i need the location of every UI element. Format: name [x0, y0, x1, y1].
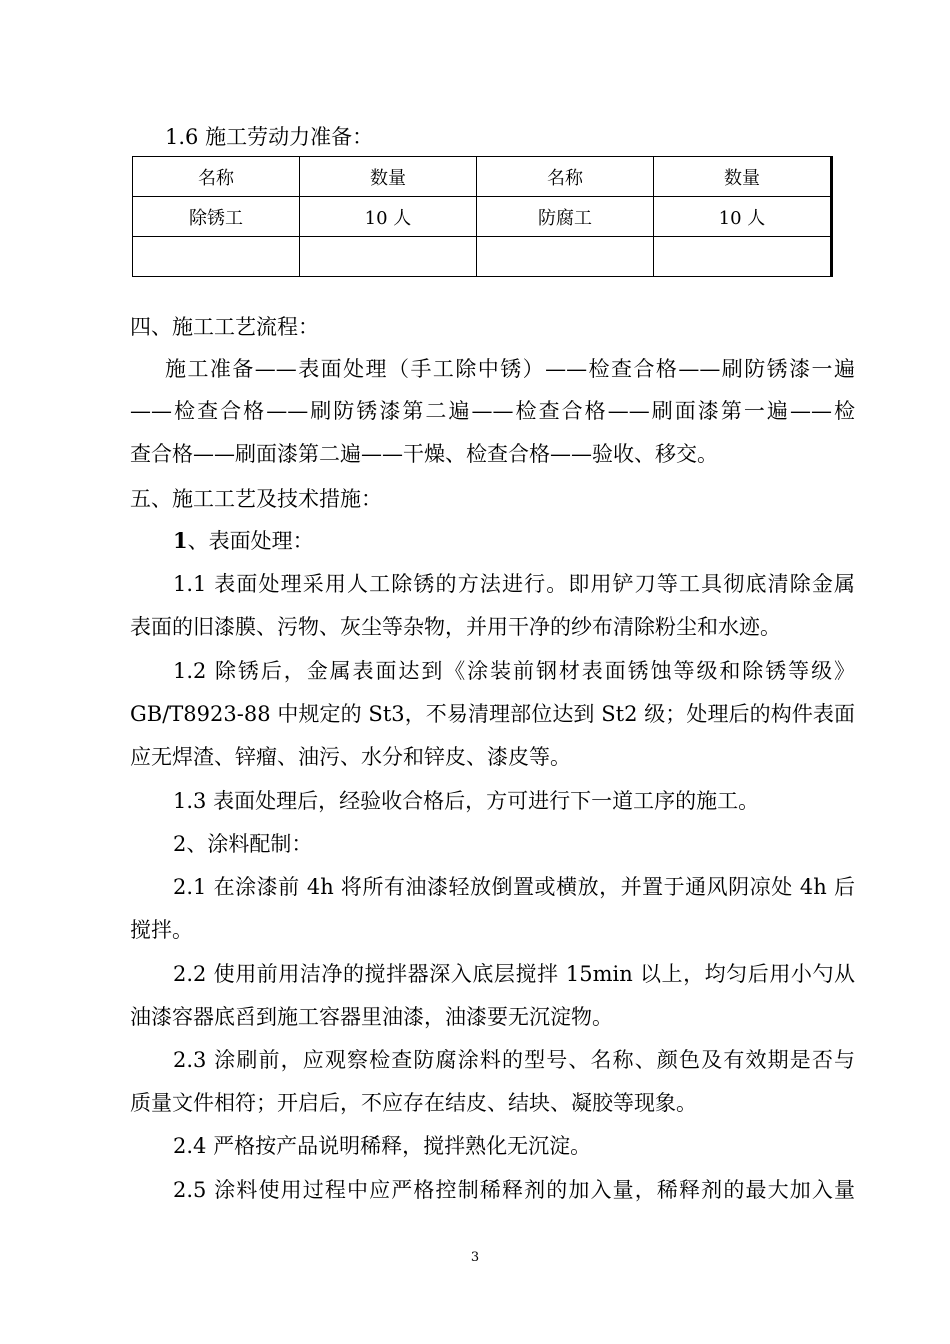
table-header-cell: 数量	[654, 157, 831, 197]
table-cell: 除锈工	[133, 197, 300, 237]
section-labor-heading: 1.6 施工劳动力准备：	[165, 125, 374, 149]
table-cell	[654, 237, 831, 277]
table-header-row	[133, 157, 831, 197]
table-header-cell: 名称	[477, 157, 654, 197]
paragraph-line: GB/T8923-88 中规定的 St3，不易清理部位达到 St2 级；处理后的构件表面	[130, 702, 855, 726]
table-header-cell: 数量	[300, 157, 477, 197]
table-cell: 10 人	[300, 197, 477, 237]
paragraph-line: 应无焊渣、锌瘤、油污、水分和锌皮、漆皮等。	[130, 745, 571, 769]
flow-line: 查合格——刷面漆第二遍——干燥、检查合格——验收、移交。	[130, 442, 718, 466]
flow-line: ——检查合格——刷防锈漆第二遍——检查合格——刷面漆第一遍——检	[130, 399, 855, 423]
table-cell: 防腐工	[477, 197, 654, 237]
paragraph-line: 1.1 表面处理采用人工除锈的方法进行。即用铲刀等工具彻底清除金属	[173, 572, 855, 596]
section4-heading: 四、施工工艺流程：	[130, 315, 319, 339]
paragraph-line: 2.1 在涂漆前 4h 将所有油漆轻放倒置或横放，并置于通风阴凉处 4h 后	[173, 875, 855, 899]
subsection1-number: 1	[173, 528, 188, 553]
paragraph-line: 1.3 表面处理后，经验收合格后，方可进行下一道工序的施工。	[173, 789, 760, 813]
table-cell	[133, 237, 300, 277]
section5-heading: 五、施工工艺及技术措施：	[130, 487, 382, 511]
paragraph-line: 表面的旧漆膜、污物、灰尘等杂物，并用干净的纱布清除粉尘和水迹。	[130, 615, 781, 639]
table-header-cell: 名称	[133, 157, 300, 197]
paragraph-line: 2.2 使用前用洁净的搅拌器深入底层搅拌 15min 以上，均匀后用小勺从	[173, 962, 855, 986]
table-cell	[477, 237, 654, 277]
flow-line: 施工准备——表面处理（手工除中锈）——检查合格——刷防锈漆一遍	[165, 357, 855, 381]
table-cell: 10 人	[654, 197, 831, 237]
paragraph-line: 质量文件相符；开启后，不应存在结皮、结块、凝胶等现象。	[130, 1091, 697, 1115]
paragraph-line: 1.2 除锈后，金属表面达到《涂装前钢材表面锈蚀等级和除锈等级》	[173, 659, 855, 683]
paragraph-line: 2.5 涂料使用过程中应严格控制稀释剂的加入量，稀释剂的最大加入量	[173, 1178, 855, 1202]
table-row	[133, 197, 831, 237]
table-cell	[300, 237, 477, 277]
subsection1-heading	[173, 526, 314, 556]
paragraph-line: 油漆容器底舀到施工容器里油漆，油漆要无沉淀物。	[130, 1005, 613, 1029]
subsection2-heading: 2、涂料配制：	[173, 832, 313, 856]
paragraph-line: 搅拌。	[130, 918, 193, 942]
paragraph-line: 2.3 涂刷前，应观察检查防腐涂料的型号、名称、颜色及有效期是否与	[173, 1048, 855, 1072]
paragraph-line: 2.4 严格按产品说明稀释，搅拌熟化无沉淀。	[173, 1134, 592, 1158]
subsection1-title: 、表面处理：	[187, 529, 314, 553]
labor-table	[132, 156, 831, 277]
page-number: 3	[470, 1250, 480, 1265]
table-row	[133, 237, 831, 277]
